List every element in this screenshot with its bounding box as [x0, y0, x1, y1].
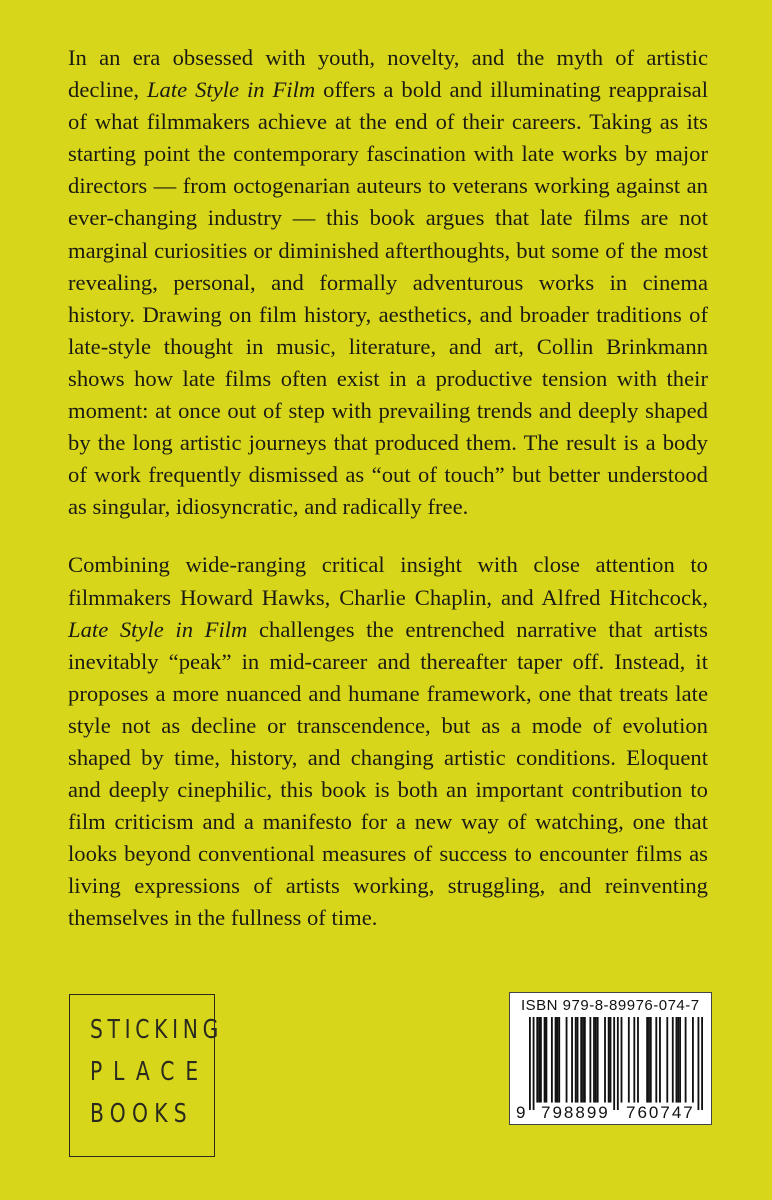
barcode-bar — [577, 1017, 579, 1103]
barcode-bar — [676, 1017, 678, 1103]
blurb-text-run: Combining wide-ranging critical insight with close attention to filmmakers Howard Hawks, Charlie Chaplin, and Alfred Hitchcock, — [68, 552, 708, 610]
barcode-digit-first: 9 — [516, 1103, 528, 1122]
barcode-bar — [677, 1017, 679, 1103]
barcode-bar — [545, 1017, 547, 1103]
blurb-paragraph-2 — [68, 549, 708, 934]
barcode-bar — [608, 1017, 610, 1103]
barcode-bar — [628, 1017, 630, 1103]
barcode-bar — [589, 1017, 591, 1103]
barcode-digits-right: 760747 — [626, 1103, 695, 1122]
barcode-bar — [595, 1017, 597, 1103]
barcode-bar — [584, 1017, 586, 1103]
barcode-bar — [648, 1017, 650, 1103]
barcode-bar — [582, 1017, 584, 1103]
isbn-barcode — [509, 992, 712, 1125]
barcode-bar — [556, 1017, 558, 1103]
barcode-bar — [536, 1017, 538, 1103]
barcode-bar — [555, 1017, 557, 1103]
barcode-bar — [655, 1017, 657, 1103]
barcode-bar — [701, 1017, 703, 1110]
barcode-bar — [666, 1017, 668, 1103]
barcode-bar — [685, 1017, 687, 1103]
barcode-bar — [610, 1017, 612, 1103]
barcode-bar — [621, 1017, 623, 1103]
barcode-bar — [540, 1017, 542, 1103]
barcode-digits-left: 798899 — [541, 1103, 610, 1122]
barcode-digits — [514, 1103, 710, 1125]
barcode-bar — [544, 1017, 546, 1103]
barcode-bar — [558, 1017, 560, 1103]
cover-blurb — [68, 42, 708, 935]
blurb-text-run: In an era obsessed with youth, novelty, and the myth of artistic decline, — [68, 45, 708, 103]
blurb-paragraph-1 — [68, 42, 708, 523]
barcode-bar — [617, 1017, 619, 1110]
barcode-bar — [672, 1017, 674, 1103]
isbn-label: ISBN 979-8-89976-074-7 — [521, 997, 700, 1014]
barcode-bar — [646, 1017, 648, 1103]
barcode-bar — [538, 1017, 540, 1103]
barcode-bar — [533, 1017, 535, 1110]
barcode-bar — [613, 1017, 615, 1110]
barcode-bar — [566, 1017, 568, 1103]
barcode-bar — [580, 1017, 582, 1103]
logo-line-books: BOOKS — [90, 1099, 193, 1129]
blurb-text-run: challenges the entrenched narrative that artists inevitably “peak” in mid-career and thereafter taper off. Instead, it proposes a more nuanced and humane framework, one that treats late style not as decline or transcendence, but as a mode of evolution shaped by time, history, and changing artistic conditions. Eloquent and deeply cinephilic, this book is both an important contribution to film criticism and a manifesto for a new way of watching, one that looks beyond conventional measures of success to encounter films as living expressions of artists working, struggling, and reinventing themselves in the fullness of time. — [68, 616, 708, 931]
barcode-bar — [637, 1017, 639, 1103]
barcode-bar — [571, 1017, 573, 1103]
barcode-bar — [529, 1017, 531, 1110]
logo-line-sticking: STICKING — [90, 1015, 224, 1045]
barcode-bar — [659, 1017, 661, 1103]
barcode-bar — [575, 1017, 577, 1103]
barcode-bar — [679, 1017, 681, 1103]
barcode-bar — [593, 1017, 595, 1103]
barcode-bar — [633, 1017, 635, 1103]
barcode-bar — [692, 1017, 694, 1103]
barcode-bar — [604, 1017, 606, 1103]
barcode-bar — [597, 1017, 599, 1103]
book-title-italic: Late Style in Film — [68, 616, 248, 642]
barcode-bar — [698, 1017, 700, 1110]
logo-line-place: PLACE — [90, 1057, 210, 1087]
barcode-bar — [551, 1017, 553, 1103]
blurb-text-run: offers a bold and illuminating reappraisal of what filmmakers achieve at the end of their careers. Taking as its starting point the contemporary fascination with late works by major directors — from octogenarian auteurs to veterans working against an ever-changing industry — this book argues that late films are not marginal curiosities or diminished afterthoughts, but some of the most revealing, personal, and formally adventurous works in cinema history. Drawing on film history, aesthetics, and broader traditions of late-style thought in music, literature, and art, Collin Brinkmann shows how late films often exist in a productive tension with their moment: at once out of step with prevailing trends and deeply shaped by the long artistic journeys that produced them. The result is a body of work frequently dismissed as “out of touch” but better understood as singular, idiosyncratic, and radically free. — [68, 77, 708, 520]
publisher-logo — [69, 994, 224, 1157]
book-title-italic: Late Style in Film — [146, 77, 316, 103]
barcode-bars — [529, 1017, 703, 1110]
barcode-bar — [650, 1017, 652, 1103]
